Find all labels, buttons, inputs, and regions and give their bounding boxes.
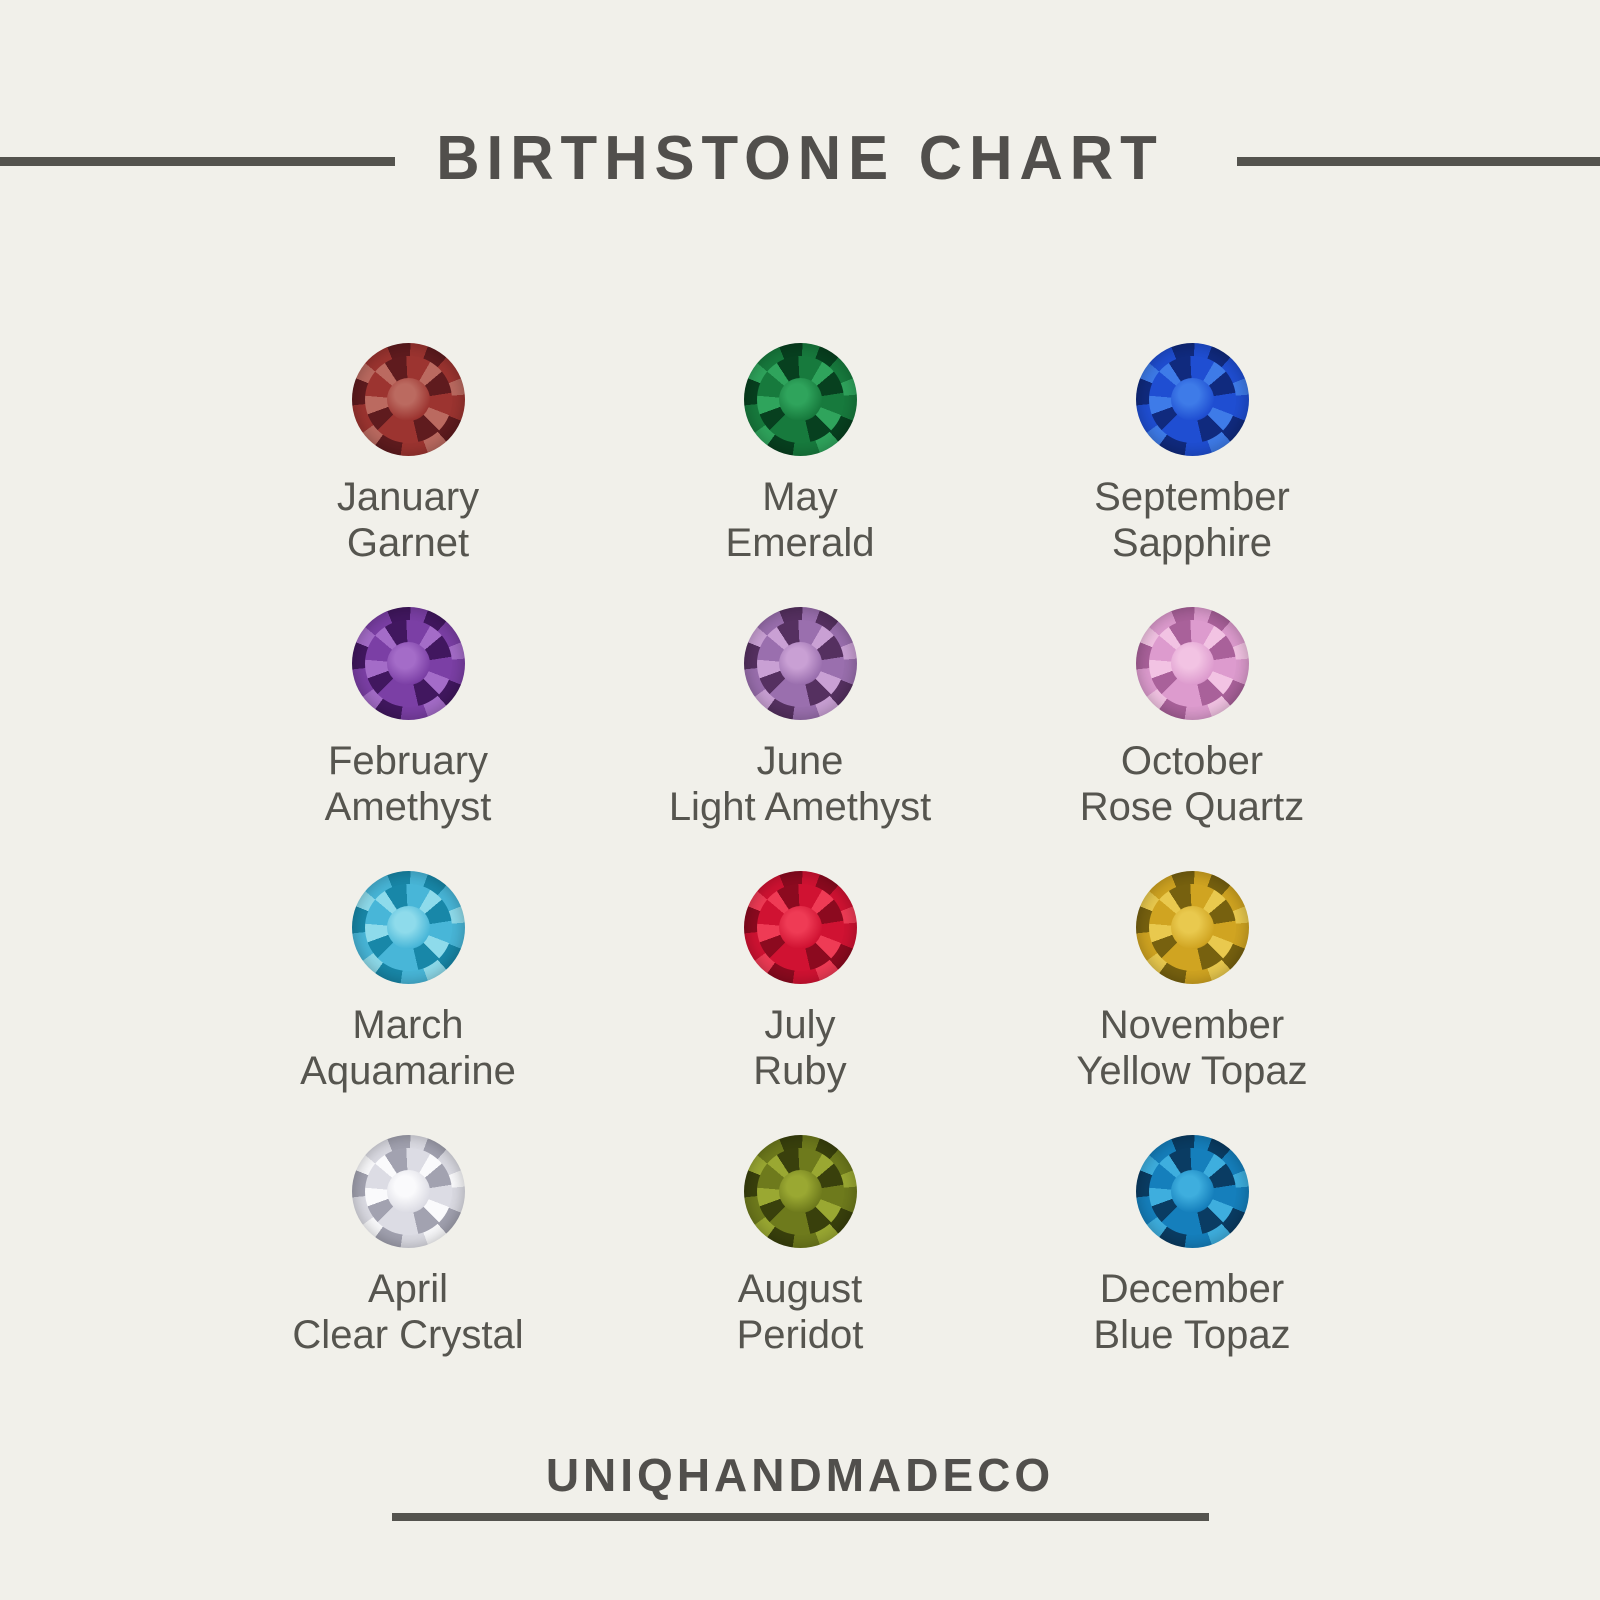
yellow-topaz-gem-image [1136, 871, 1249, 984]
page-title: BIRTHSTONE CHART [436, 122, 1164, 193]
cell-january-garnet [212, 343, 604, 607]
cell-december-blue-topaz [996, 1135, 1388, 1399]
month-label: October [1120, 739, 1264, 783]
cell-july-ruby [604, 871, 996, 1135]
month-label: June [756, 739, 844, 783]
cell-november-yellow-topaz [996, 871, 1388, 1135]
birthstone-grid [212, 343, 1388, 1399]
stone-label: Peridot [736, 1313, 864, 1357]
month-label: March [352, 1003, 464, 1047]
cell-march-aquamarine [212, 871, 604, 1135]
light-amethyst-gem-image [744, 607, 857, 720]
brand-name: UNIQHANDMADECO [545, 1449, 1055, 1501]
stone-label: Rose Quartz [1079, 785, 1305, 829]
stone-label: Sapphire [1111, 521, 1273, 565]
amethyst-gem-image [352, 607, 465, 720]
month-label: August [737, 1267, 863, 1311]
peridot-gem-image [744, 1135, 857, 1248]
cell-october-rose-quartz [996, 607, 1388, 871]
stone-label: Ruby [753, 1049, 847, 1093]
stone-label: Garnet [346, 521, 470, 565]
cell-february-amethyst [212, 607, 604, 871]
cell-april-clear-crystal [212, 1135, 604, 1399]
stone-label: Clear Crystal [292, 1313, 524, 1357]
month-label: September [1094, 475, 1290, 519]
aquamarine-gem-image [352, 871, 465, 984]
ruby-gem-image [744, 871, 857, 984]
month-label: November [1099, 1003, 1285, 1047]
stone-label: Aquamarine [300, 1049, 516, 1093]
stone-label: Amethyst [324, 785, 492, 829]
month-label: May [762, 475, 838, 519]
cell-september-sapphire [996, 343, 1388, 607]
rose-quartz-gem-image [1136, 607, 1249, 720]
month-label: April [367, 1267, 449, 1311]
stone-label: Light Amethyst [668, 785, 932, 829]
sapphire-gem-image [1136, 343, 1249, 456]
garnet-gem-image [352, 343, 465, 456]
stone-label: Emerald [725, 521, 875, 565]
cell-august-peridot [604, 1135, 996, 1399]
cell-june-light-amethyst [604, 607, 996, 871]
cell-may-emerald [604, 343, 996, 607]
title-rule-right [1237, 157, 1600, 166]
clear-crystal-gem-image [352, 1135, 465, 1248]
month-label: July [764, 1003, 836, 1047]
stone-label: Blue Topaz [1093, 1313, 1291, 1357]
emerald-gem-image [744, 343, 857, 456]
blue-topaz-gem-image [1136, 1135, 1249, 1248]
month-label: December [1099, 1267, 1285, 1311]
stone-label: Yellow Topaz [1076, 1049, 1308, 1093]
footer-rule [392, 1513, 1209, 1521]
month-label: February [327, 739, 489, 783]
month-label: January [336, 475, 480, 519]
